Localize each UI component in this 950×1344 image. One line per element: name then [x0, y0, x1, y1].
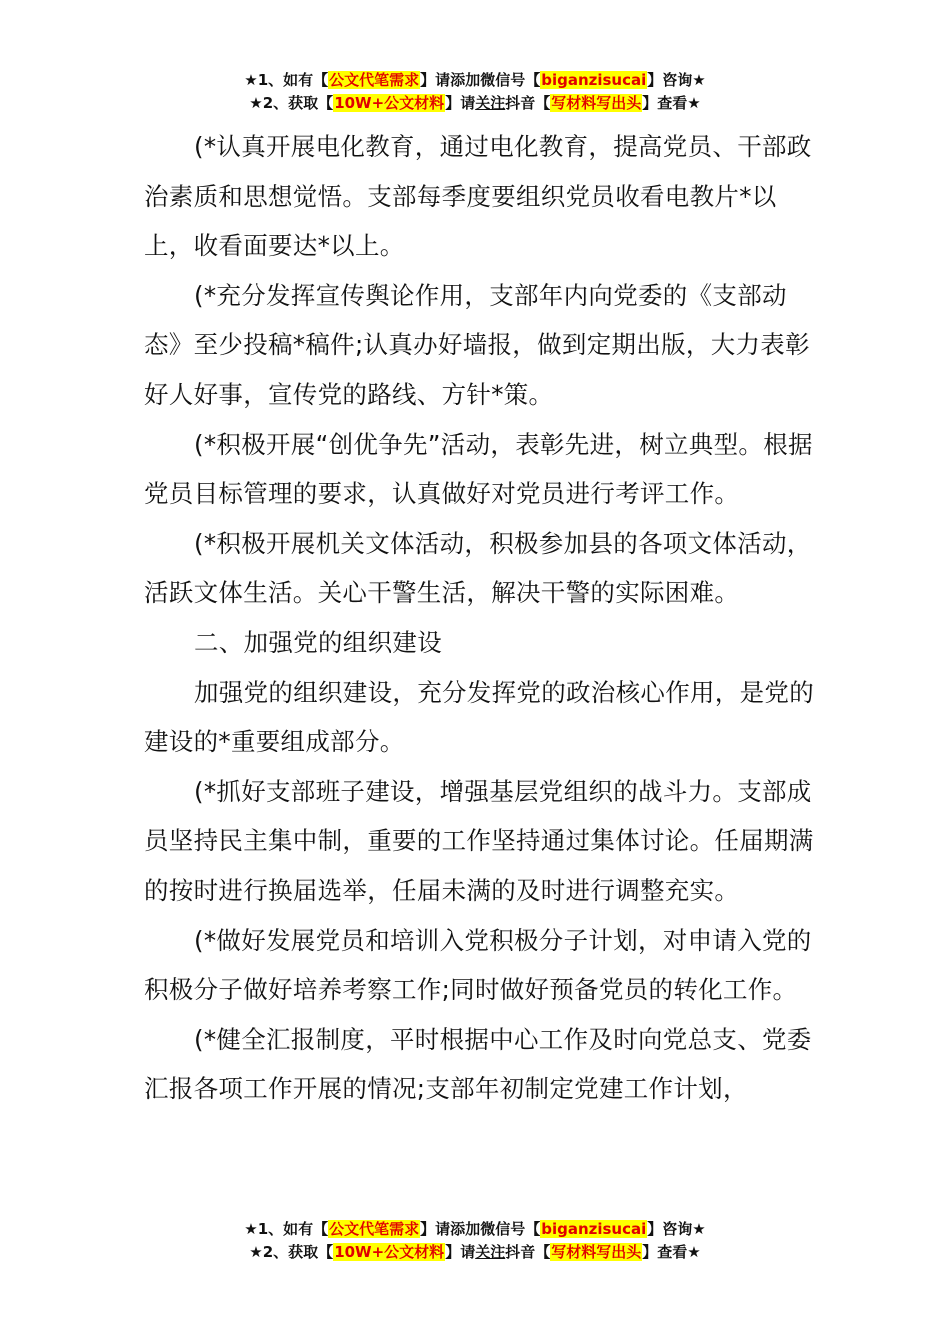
highlight-materials: 10W+公文材料 — [334, 94, 445, 112]
highlight-douyin: 写材料写出头 — [551, 94, 642, 112]
paragraph: (*抓好支部班子建设，增强基层党组织的战斗力。支部成员坚持民主集中制，重要的工作坚持通过集体讨论。任届期满的按时进行换届选举，任届未满的及时进行调整充实。 — [144, 776, 814, 905]
paragraph: (*健全汇报制度，平时根据中心工作及时向党总支、党委汇报各项工作开展的情况;支部年初制定党建工作计划， — [144, 1024, 812, 1104]
highlight-wechat-id: biganzisucai — [541, 1220, 647, 1238]
section-heading: 二、加强党的组织建设 — [194, 627, 442, 657]
bottom-banner — [0, 1218, 950, 1264]
top-banner — [0, 69, 950, 115]
highlight-materials: 10W+公文材料 — [334, 1243, 445, 1261]
document-body — [144, 122, 824, 1114]
highlight-douyin: 写材料写出头 — [551, 1243, 642, 1261]
highlight-ghostwriting: 公文代笔需求 — [329, 71, 420, 89]
paragraph: (*积极开展机关文体活动，积极参加县的各项文体活动，活跃文体生活。关心干警生活，解决干警的实际困难。 — [144, 528, 812, 608]
banner-line-2: ★2、获取【10W+公文材料】请关注抖音【写材料写出头】查看★ — [249, 1243, 701, 1261]
banner-line-1: ★1、如有【公文代笔需求】请添加微信号【biganzisucai】咨询★ — [244, 1220, 706, 1238]
paragraph: (*做好发展党员和培训入党积极分子计划，对申请入党的积极分子做好培养考察工作;同时做好预备党员的转化工作。 — [144, 925, 812, 1005]
paragraph: (*充分发挥宣传舆论作用，支部年内向党委的《支部动态》至少投稿*稿件;认真办好墙报，做到定期出版，大力表彰好人好事，宣传党的路线、方针*策。 — [144, 280, 810, 409]
banner-line-2: ★2、获取【10W+公文材料】请关注抖音【写材料写出头】查看★ — [249, 94, 701, 112]
paragraph: (*积极开展“创优争先”活动，表彰先进，树立典型。根据党员目标管理的要求，认真做好对党员进行考评工作。 — [144, 429, 813, 509]
highlight-ghostwriting: 公文代笔需求 — [329, 1220, 420, 1238]
paragraph: (*认真开展电化教育，通过电化教育，提高党员、干部政治素质和思想觉悟。支部每季度要组织党员收看电教片*以上，收看面要达*以上。 — [144, 132, 812, 261]
paragraph: 加强党的组织建设，充分发挥党的政治核心作用，是党的建设的*重要组成部分。 — [144, 677, 814, 757]
banner-line-1: ★1、如有【公文代笔需求】请添加微信号【biganzisucai】咨询★ — [244, 71, 706, 89]
highlight-wechat-id: biganzisucai — [541, 71, 647, 89]
